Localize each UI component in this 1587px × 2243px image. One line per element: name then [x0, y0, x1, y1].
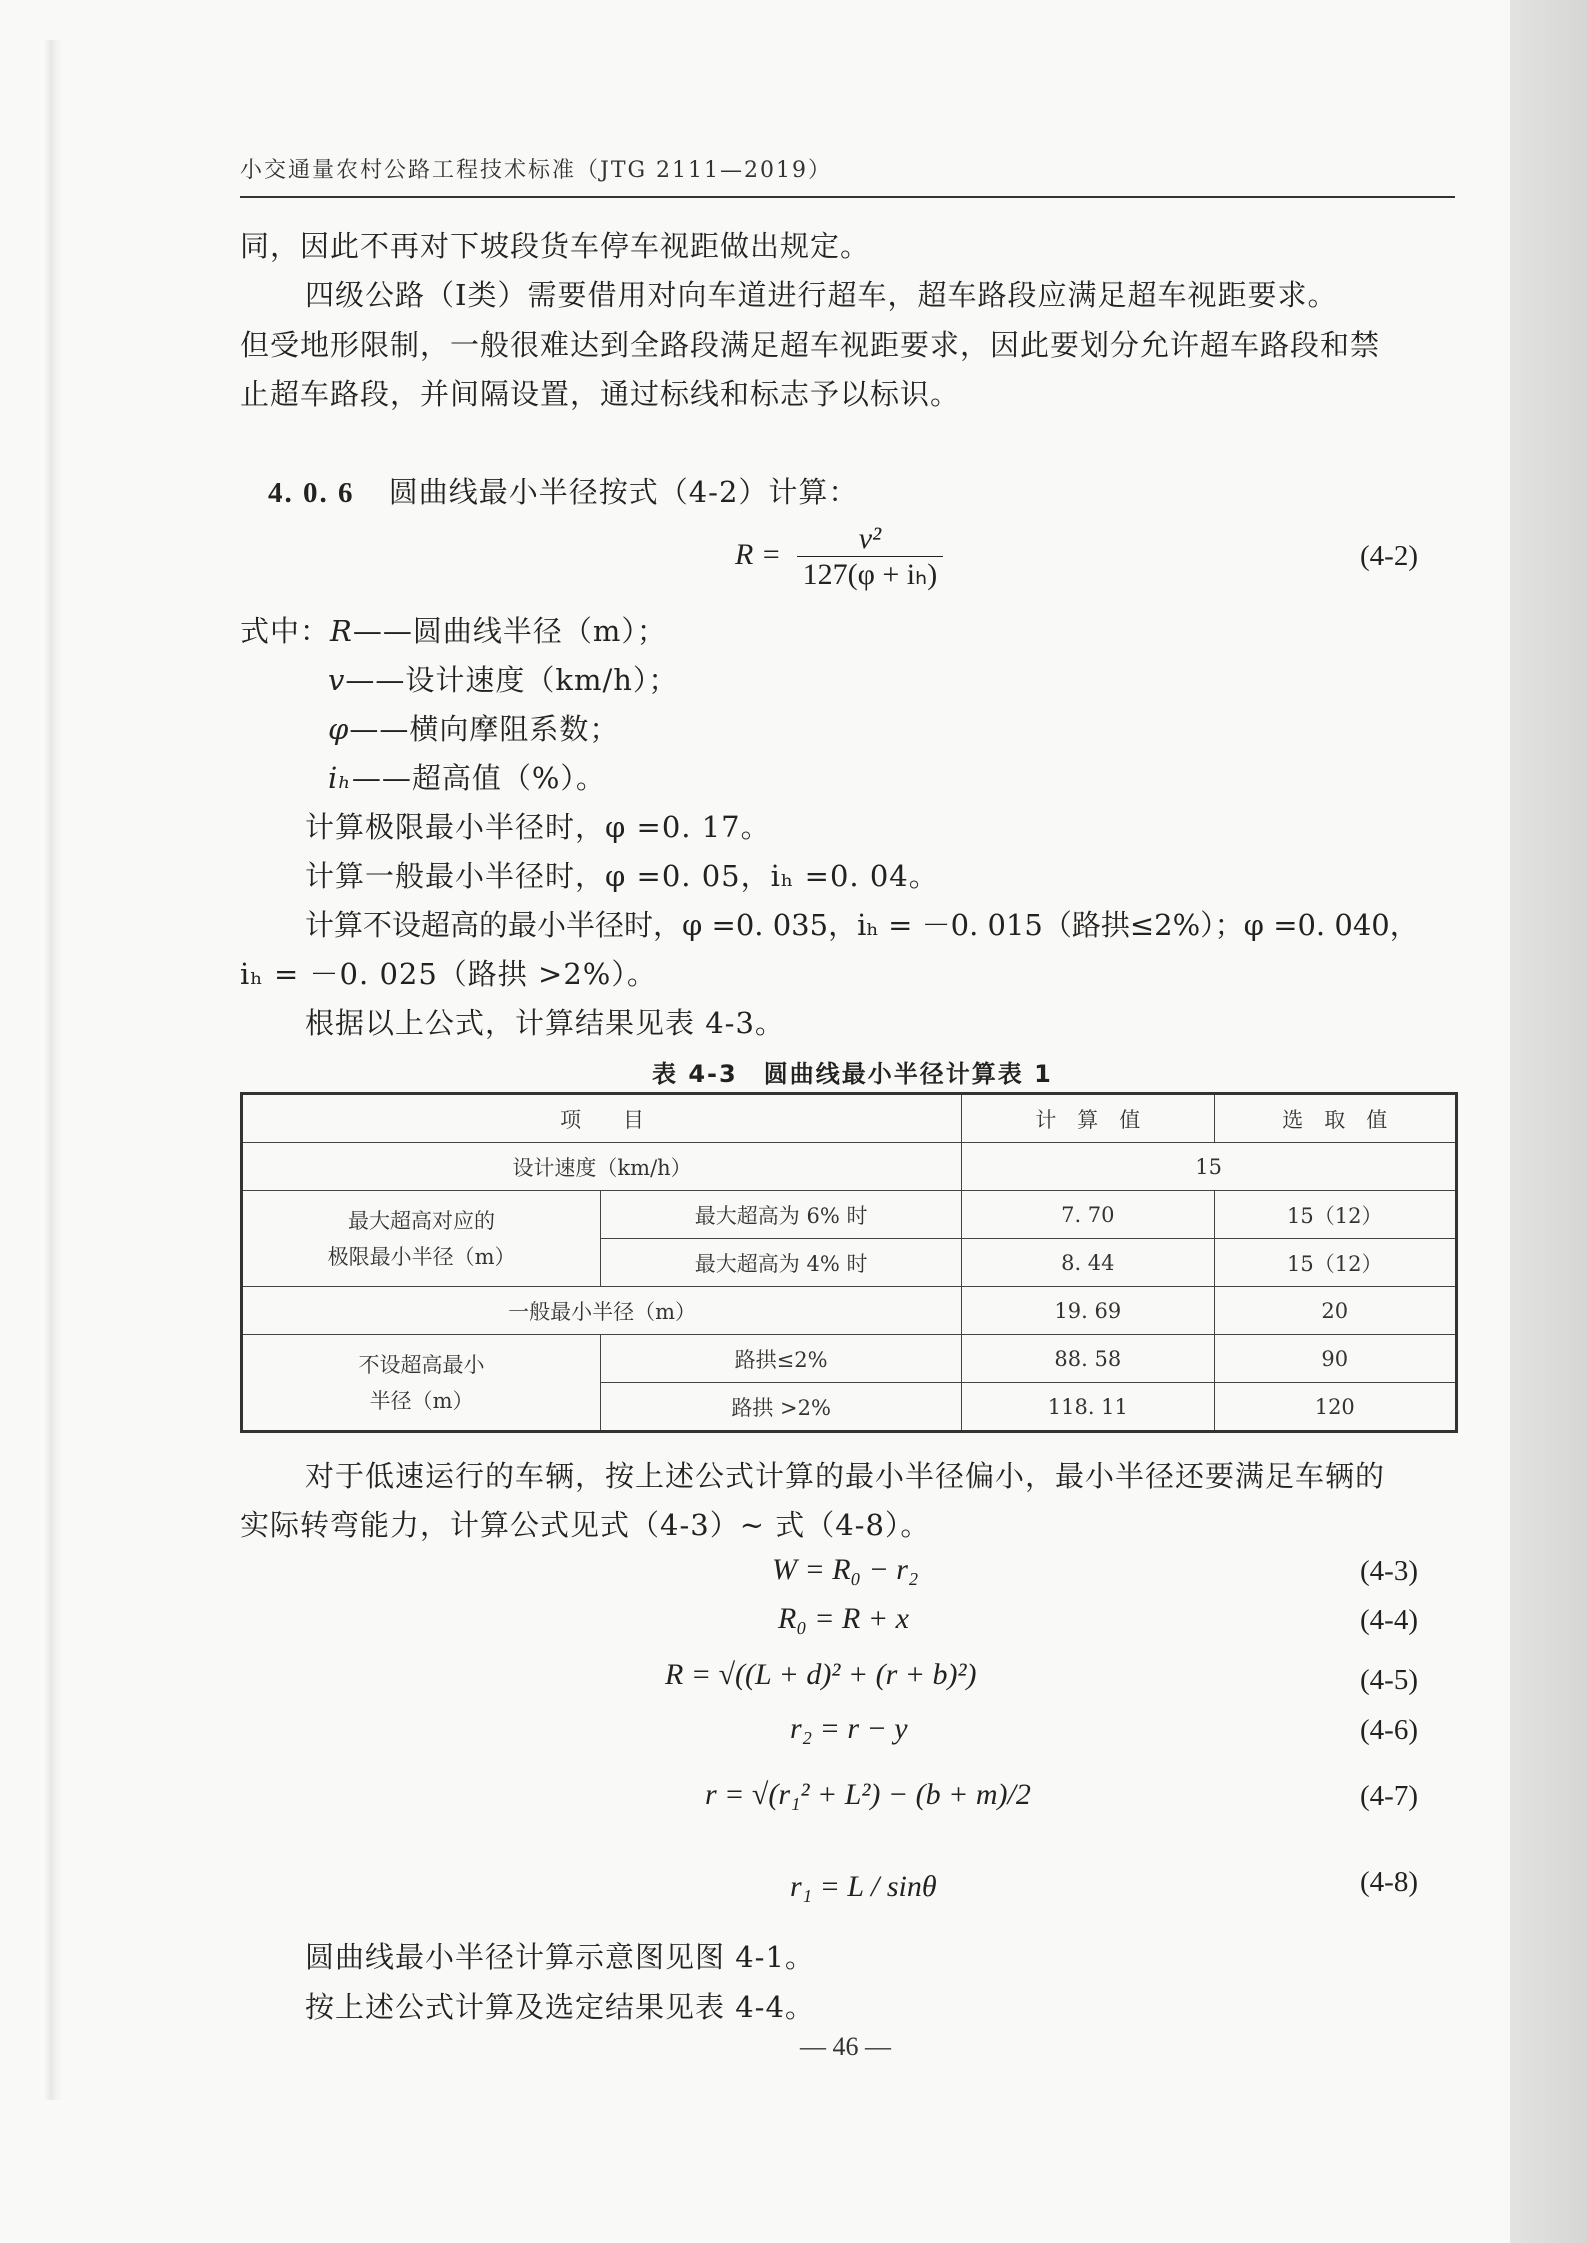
table-cell: 路拱 >2%: [601, 1383, 962, 1432]
table-cell: 15（12）: [1214, 1239, 1457, 1287]
page-edge-shadow: [1510, 0, 1587, 2243]
equation-number: (4-7): [1360, 1780, 1418, 1812]
clause-heading: [268, 468, 858, 517]
cell-line: 半径（m）: [369, 1388, 474, 1413]
paragraph-line: 圆曲线最小半径计算示意图见图 4-1。: [305, 1940, 815, 1974]
table-cell: [242, 1335, 601, 1432]
table-cell: 120: [1214, 1383, 1457, 1432]
cell-line: 不设超高最小: [358, 1352, 485, 1377]
calc-line: iₕ = －0. 025（路拱 >2%）。: [240, 957, 657, 991]
table-row: [242, 1287, 1457, 1335]
formula-4-8: r₁ = L / sinθ: [790, 1870, 937, 1903]
table-cell: 最大超高为 4% 时: [601, 1239, 962, 1287]
table-cell: 8. 44: [962, 1239, 1214, 1287]
table-cell: 一般最小半径（m）: [242, 1287, 962, 1335]
clause-number: 4. 0. 6: [268, 477, 355, 509]
formula-numerator: v²: [797, 522, 944, 557]
formula-4-2: [735, 522, 943, 592]
formula-4-6: r₂ = r − y: [790, 1712, 908, 1745]
formula-4-3: W = R₀ − r₂: [772, 1553, 919, 1586]
where-symbol: v: [328, 663, 346, 697]
where-symbol: R: [330, 614, 353, 648]
paragraph-line: 四级公路（Ⅰ类）需要借用对向车道进行超车，超车路段应满足超车视距要求。: [305, 278, 1338, 312]
where-desc: ——横向摩阻系数；: [349, 712, 620, 746]
where-symbol: iₕ: [328, 761, 352, 795]
clause-text: 圆曲线最小半径按式（4-2）计算：: [388, 475, 859, 509]
where-item: [328, 754, 606, 802]
paragraph-line: 止超车路段，并间隔设置，通过标线和标志予以标识。: [240, 377, 961, 411]
paragraph-line: 按上述公式计算及选定结果见表 4-4。: [305, 1990, 815, 2024]
table-cell: 15: [962, 1143, 1457, 1191]
paragraph-line: 但受地形限制，一般很难达到全路段满足超车视距要求，因此要划分允许超车路段和禁: [240, 328, 1381, 362]
calc-line: 根据以上公式，计算结果见表 4-3。: [305, 1006, 785, 1040]
running-header: 小交通量农村公路工程技术标准（JTG 2111—2019）: [240, 158, 833, 183]
header-rule: [240, 196, 1455, 198]
table-row: [242, 1335, 1457, 1383]
equation-number: (4-2): [1360, 540, 1418, 572]
table-header-row: [242, 1094, 1457, 1143]
formula-denominator: 127(φ + iₕ): [802, 558, 938, 591]
calc-line: 计算极限最小半径时，φ =0. 17。: [305, 810, 771, 844]
equation-number: (4-5): [1360, 1664, 1418, 1696]
cell-line: 最大超高对应的: [348, 1208, 496, 1233]
data-table: [240, 1092, 1458, 1433]
header-cell-item: 项 目: [242, 1094, 962, 1143]
table-cell: 路拱≤2%: [601, 1335, 962, 1383]
equation-number: (4-3): [1360, 1555, 1418, 1587]
table-cell: 90: [1214, 1335, 1457, 1383]
table-row: [242, 1191, 1457, 1239]
table-cell: 设计速度（km/h）: [242, 1143, 962, 1191]
table-cell: 7. 70: [962, 1191, 1214, 1239]
paragraph-line: 对于低速运行的车辆，按上述公式计算的最小半径偏小，最小半径还要满足车辆的: [305, 1459, 1386, 1493]
equation-number: (4-8): [1360, 1866, 1418, 1898]
where-item: [328, 705, 619, 753]
equation-number: (4-6): [1360, 1714, 1418, 1746]
where-desc: ——圆曲线半径（m）；: [352, 614, 667, 648]
page-number: — 46 —: [800, 2032, 891, 2061]
table-cell: 最大超高为 6% 时: [601, 1191, 962, 1239]
paragraph-line: 实际转弯能力，计算公式见式（4-3）~ 式（4-8）。: [240, 1508, 931, 1542]
equation-number: (4-4): [1360, 1604, 1418, 1636]
formula-4-5: R = √((L + d)² + (r + b)²): [665, 1658, 977, 1691]
where-desc: ——设计速度（km/h）；: [345, 663, 679, 697]
table-cell: 19. 69: [962, 1287, 1214, 1335]
formula-lhs: R =: [735, 537, 782, 571]
table-cell: 15（12）: [1214, 1191, 1457, 1239]
header-cell-select: 选 取 值: [1214, 1094, 1457, 1143]
table-row: [242, 1143, 1457, 1191]
formula-4-4: R₀ = R + x: [778, 1602, 909, 1635]
table-cell: 20: [1214, 1287, 1457, 1335]
table-caption: 表 4-3 圆曲线最小半径计算表 1: [652, 1060, 1053, 1088]
table-cell: 88. 58: [962, 1335, 1214, 1383]
calc-line: 计算一般最小半径时，φ =0. 05，iₕ =0. 04。: [305, 859, 939, 893]
calc-line: 计算不设超高的最小半径时，φ =0. 035，iₕ = －0. 015（路拱≤2%）；φ =0. 040，: [305, 908, 1419, 942]
formula-4-7: r = √(r₁² + L²) − (b + m)/2: [705, 1778, 1031, 1811]
table-cell: 118. 11: [962, 1383, 1214, 1432]
cell-line: 极限最小半径（m）: [327, 1244, 516, 1269]
header-cell-calc: 计 算 值: [962, 1094, 1214, 1143]
where-intro: [240, 607, 667, 655]
paragraph-line: 同，因此不再对下坡段货车停车视距做出规定。: [240, 229, 871, 263]
where-item: [328, 656, 678, 704]
where-symbol: φ: [328, 712, 350, 746]
table-cell: [242, 1191, 601, 1287]
formula-fraction: [797, 522, 944, 592]
where-desc: ——超高值（%）。: [351, 761, 606, 795]
where-label: 式中：: [240, 614, 331, 648]
book-spine-shadow: [44, 40, 62, 2100]
